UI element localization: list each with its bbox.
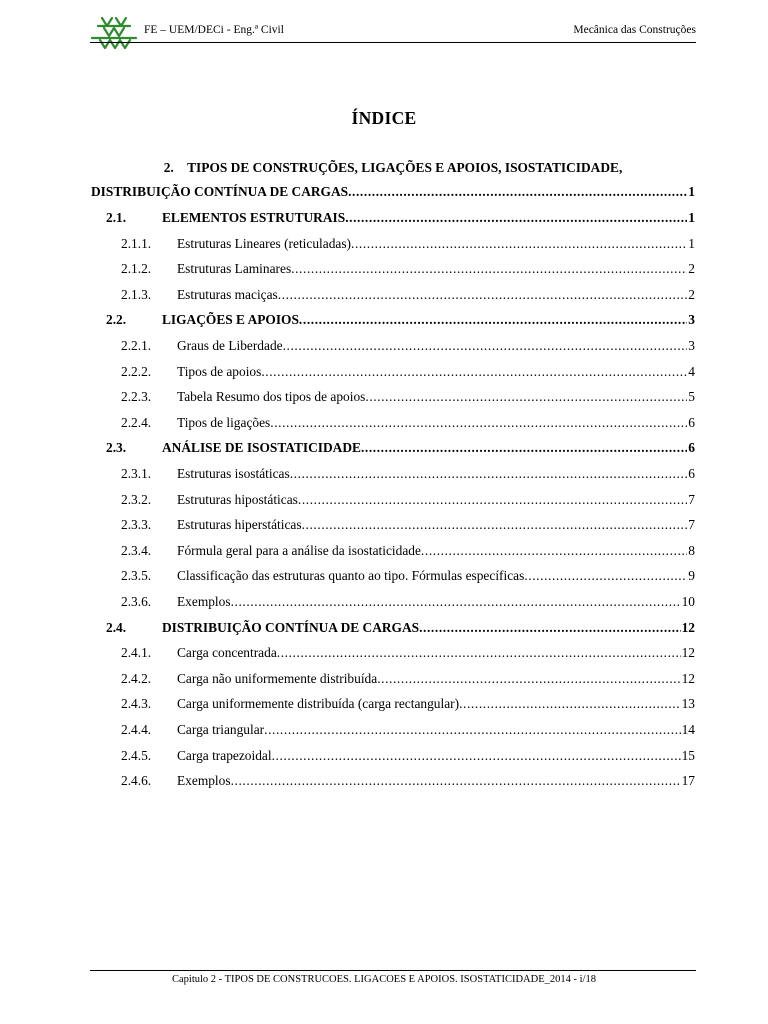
- toc-page-number: 4: [688, 363, 695, 379]
- toc-leader-dots: [361, 440, 687, 456]
- toc-leader-dots: [231, 594, 681, 610]
- uem-logo-icon: [90, 14, 138, 52]
- toc-page-number: 12: [681, 619, 695, 635]
- toc-leader-dots: [377, 671, 680, 687]
- toc-entry-title: ANÁLISE DE ISOSTATICIDADE: [162, 440, 361, 456]
- toc-entry-number: 2.3.1.: [121, 466, 152, 481]
- toc-entry[interactable]: [91, 261, 695, 281]
- toc-entry[interactable]: [91, 312, 695, 332]
- toc-entry-title: Exemplos: [177, 773, 231, 789]
- toc-leader-dots: [348, 184, 687, 200]
- toc-entry-number: 2.3.: [106, 440, 127, 456]
- toc-entry-title: DISTRIBUIÇÃO CONTÍNUA DE CARGAS: [162, 619, 420, 635]
- toc-entry-number: 2.1.1.: [121, 235, 152, 251]
- toc-page-number: 6: [688, 414, 695, 430]
- toc-leader-dots: [302, 517, 688, 533]
- toc-entry-number: 2.2.2.: [121, 363, 152, 379]
- toc-leader-dots: [264, 722, 680, 738]
- toc-page-number: 5: [688, 389, 695, 405]
- toc-entry[interactable]: [91, 389, 695, 409]
- toc-entry-title: Estruturas hipostáticas: [177, 491, 298, 507]
- toc-leader-dots: [524, 568, 687, 584]
- toc-entry-number: 2.3.5.: [121, 568, 152, 584]
- toc-entry-number: 2.2.3.: [121, 389, 152, 405]
- toc-leader-dots: [351, 236, 687, 252]
- toc-entry[interactable]: [91, 671, 695, 691]
- toc-entry[interactable]: [91, 210, 695, 230]
- toc-leader-dots: [419, 620, 681, 636]
- page-header: [90, 14, 696, 44]
- toc-entry[interactable]: [91, 645, 695, 665]
- toc-entry-number: 2.3.3.: [121, 517, 152, 533]
- toc-entry-number: 2.4.2.: [121, 670, 152, 686]
- toc-entry-number: 2.4.3.: [121, 696, 152, 712]
- toc-page-number: 6: [688, 466, 695, 481]
- toc-page-number: 7: [688, 517, 695, 533]
- toc-entry-title: ELEMENTOS ESTRUTURAIS: [162, 210, 346, 225]
- toc-entry-number: 2.1.2.: [121, 261, 152, 277]
- toc-entry[interactable]: [91, 466, 695, 486]
- toc-page-number: 6: [688, 440, 695, 456]
- toc-entry[interactable]: [91, 338, 695, 358]
- toc-entry-title: Fórmula geral para a análise da isostaticidade: [177, 542, 421, 558]
- page-title: ÍNDICE: [351, 108, 417, 128]
- toc-entry-title: Carga não uniformemente distribuída: [177, 670, 378, 686]
- page-footer: Capitulo 2 - TIPOS DE CONSTRUCOES. LIGACOES E APOIOS. ISOSTATICIDADE_2014 - i/18: [172, 974, 596, 985]
- toc-leader-dots: [283, 338, 688, 354]
- toc-entry[interactable]: [91, 364, 695, 384]
- toc-chapter-title-part1: 2. TIPOS DE CONSTRUÇÕES, LIGAÇÕES E APOIOS, ISOSTATICIDADE,: [163, 160, 623, 175]
- toc-entry-number: 2.4.: [106, 619, 127, 635]
- toc-leader-dots: [345, 210, 687, 226]
- toc-entry-number: 2.2.4.: [121, 414, 152, 430]
- toc-leader-dots: [299, 312, 687, 328]
- toc-page-number: 12: [681, 645, 695, 661]
- toc-entry[interactable]: [91, 440, 695, 460]
- toc-page-number: 14: [681, 722, 695, 737]
- toc-leader-dots: [270, 415, 687, 431]
- toc-entry[interactable]: [91, 773, 695, 793]
- toc-page-number: 2: [688, 261, 695, 277]
- toc-entry-number: 2.4.6.: [121, 773, 152, 789]
- toc-page-number: 1: [688, 235, 695, 251]
- toc-entry-title: Classificação das estruturas quanto ao tipo. Fórmulas específicas: [177, 568, 525, 584]
- toc-entry-title: Estruturas hiperstáticas: [177, 517, 302, 533]
- toc-entry-title: Carga trapezoidal: [177, 747, 272, 763]
- toc-entry[interactable]: [91, 415, 695, 435]
- toc-entry-title: Tipos de ligações: [177, 414, 271, 430]
- toc-entry-title: Graus de Liberdade: [177, 338, 283, 353]
- toc-page-number: 12: [681, 670, 695, 686]
- toc-entry-number: 2.1.3.: [121, 286, 152, 302]
- toc-page-number: 2: [688, 286, 695, 302]
- header-rule: [90, 42, 696, 43]
- toc-page-number: 1: [688, 210, 695, 225]
- toc-page-number: 10: [681, 594, 695, 609]
- toc-leader-dots: [298, 492, 687, 508]
- header-right-text: Mecânica das Construções: [573, 24, 696, 36]
- toc-page-number: 13: [681, 696, 695, 712]
- toc-entry-title: Carga concentrada: [177, 645, 277, 661]
- header-left-text: FE – UEM/DECi - Eng.ª Civil: [144, 24, 284, 36]
- toc-leader-dots: [459, 696, 681, 712]
- toc-chapter-line1[interactable]: [91, 160, 695, 180]
- toc-entry-number: 2.3.4.: [121, 542, 152, 558]
- toc-entry-number: 2.2.1.: [121, 338, 152, 353]
- toc-entry[interactable]: [91, 543, 695, 563]
- toc-entry-title: Tipos de apoios: [177, 363, 262, 379]
- toc-entry-title: Estruturas Lineares (reticuladas): [177, 235, 351, 251]
- toc-page-number: 17: [681, 773, 695, 789]
- toc-entry[interactable]: [91, 722, 695, 742]
- toc-entry[interactable]: [91, 568, 695, 588]
- toc-leader-dots: [291, 261, 687, 277]
- toc-entry[interactable]: [91, 620, 695, 640]
- toc-chapter-line2[interactable]: [91, 184, 695, 204]
- toc-page-number: 1: [688, 184, 695, 199]
- toc-leader-dots: [290, 466, 688, 482]
- toc-entry[interactable]: [91, 517, 695, 537]
- toc-leader-dots: [278, 287, 688, 303]
- toc-entry-title: Carga uniformemente distribuída (carga rectangular): [177, 696, 460, 712]
- toc-leader-dots: [231, 773, 681, 789]
- footer-rule: [90, 970, 696, 971]
- toc-entry-number: 2.3.6.: [121, 594, 152, 609]
- toc-entry-title: Carga triangular: [177, 722, 265, 737]
- toc-page-number: 7: [688, 491, 695, 507]
- toc-entry[interactable]: [91, 594, 695, 614]
- toc-entry[interactable]: [91, 696, 695, 716]
- toc-entry-number: 2.4.4.: [121, 722, 152, 737]
- toc-leader-dots: [277, 645, 681, 661]
- toc-page-number: 8: [688, 542, 695, 558]
- toc-entry[interactable]: [91, 236, 695, 256]
- toc-entry-title: Tabela Resumo dos tipos de apoios: [177, 389, 366, 405]
- toc-entry-number: 2.3.2.: [121, 491, 152, 507]
- toc-leader-dots: [365, 389, 687, 405]
- toc-entry-title: Estruturas maciças: [177, 286, 278, 302]
- toc-page-number: 15: [681, 747, 695, 763]
- toc-page-number: 9: [688, 568, 695, 584]
- toc-entry-number: 2.4.1.: [121, 645, 152, 661]
- toc-entry-number: 2.4.5.: [121, 747, 152, 763]
- toc-entry-number: 2.1.: [106, 210, 127, 225]
- toc-entry[interactable]: [91, 287, 695, 307]
- toc-entry[interactable]: [91, 492, 695, 512]
- toc-chapter-title-part2: DISTRIBUIÇÃO CONTÍNUA DE CARGAS: [91, 184, 349, 199]
- toc-entry-number: 2.2.: [106, 312, 127, 328]
- toc-page-number: 3: [688, 338, 695, 353]
- toc-entry-title: Estruturas isostáticas: [177, 466, 290, 481]
- toc-leader-dots: [421, 543, 687, 559]
- toc-leader-dots: [261, 364, 687, 380]
- toc-entry-title: LIGAÇÕES E APOIOS: [162, 312, 299, 328]
- toc-entry[interactable]: [91, 748, 695, 768]
- toc-page-number: 3: [688, 312, 695, 328]
- toc-entry-title: Exemplos: [177, 594, 231, 609]
- toc-entry-title: Estruturas Laminares: [177, 261, 292, 277]
- toc-leader-dots: [272, 748, 681, 764]
